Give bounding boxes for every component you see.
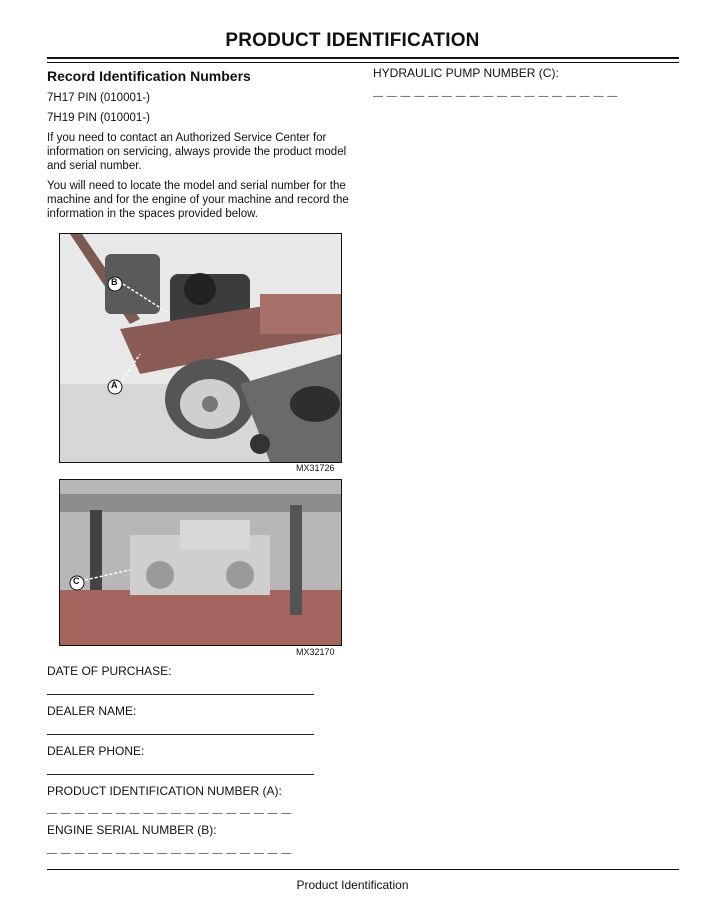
pin-7h19: 7H19 PIN (010001-) xyxy=(47,112,150,124)
engine-serial-label: ENGINE SERIAL NUMBER (B): xyxy=(47,823,217,837)
callout-c: C xyxy=(73,576,80,586)
machine-photo xyxy=(59,233,342,463)
left-column xyxy=(47,68,355,227)
section-heading: Record Identification Numbers xyxy=(47,68,251,84)
dealer-name-label: DEALER NAME: xyxy=(47,704,137,718)
date-of-purchase-label: DATE OF PURCHASE: xyxy=(47,664,172,678)
date-of-purchase-line xyxy=(47,694,314,695)
callout-a: A xyxy=(111,380,118,390)
page-footer: Product Identification xyxy=(296,878,409,892)
hydraulic-pump-label: HYDRAULIC PUMP NUMBER (C): xyxy=(373,66,559,80)
paragraph-locate: You will need to locate the model and serial number for the machine and for the engine of your machine and record the information in the spaces provided below. xyxy=(47,180,349,220)
header-rule xyxy=(47,57,679,59)
hydraulic-pump-dash-line: — — — — — — — — — — — — — — — — — — xyxy=(373,91,618,102)
callout-b: B xyxy=(111,277,118,287)
footer-rule xyxy=(47,869,679,870)
header-rule-thin xyxy=(47,62,679,63)
pin-7h17: 7H17 PIN (010001-) xyxy=(47,92,150,104)
dealer-phone-label: DEALER PHONE: xyxy=(47,744,145,758)
engine-serial-dash-line: — — — — — — — — — — — — — — — — — — xyxy=(47,848,292,859)
pin-dash-line: — — — — — — — — — — — — — — — — — — xyxy=(47,808,292,819)
figure-caption-2: MX32170 xyxy=(296,647,335,657)
dealer-name-line xyxy=(47,734,314,735)
pump-photo xyxy=(59,479,342,646)
pin-label: PRODUCT IDENTIFICATION NUMBER (A): xyxy=(47,784,282,798)
page-title: PRODUCT IDENTIFICATION xyxy=(225,30,480,51)
dealer-phone-line xyxy=(47,774,314,775)
paragraph-contact: If you need to contact an Authorized Service Center for information on servicing, always provide the product model and serial number. xyxy=(47,132,347,172)
figure-caption-1: MX31726 xyxy=(296,463,335,473)
